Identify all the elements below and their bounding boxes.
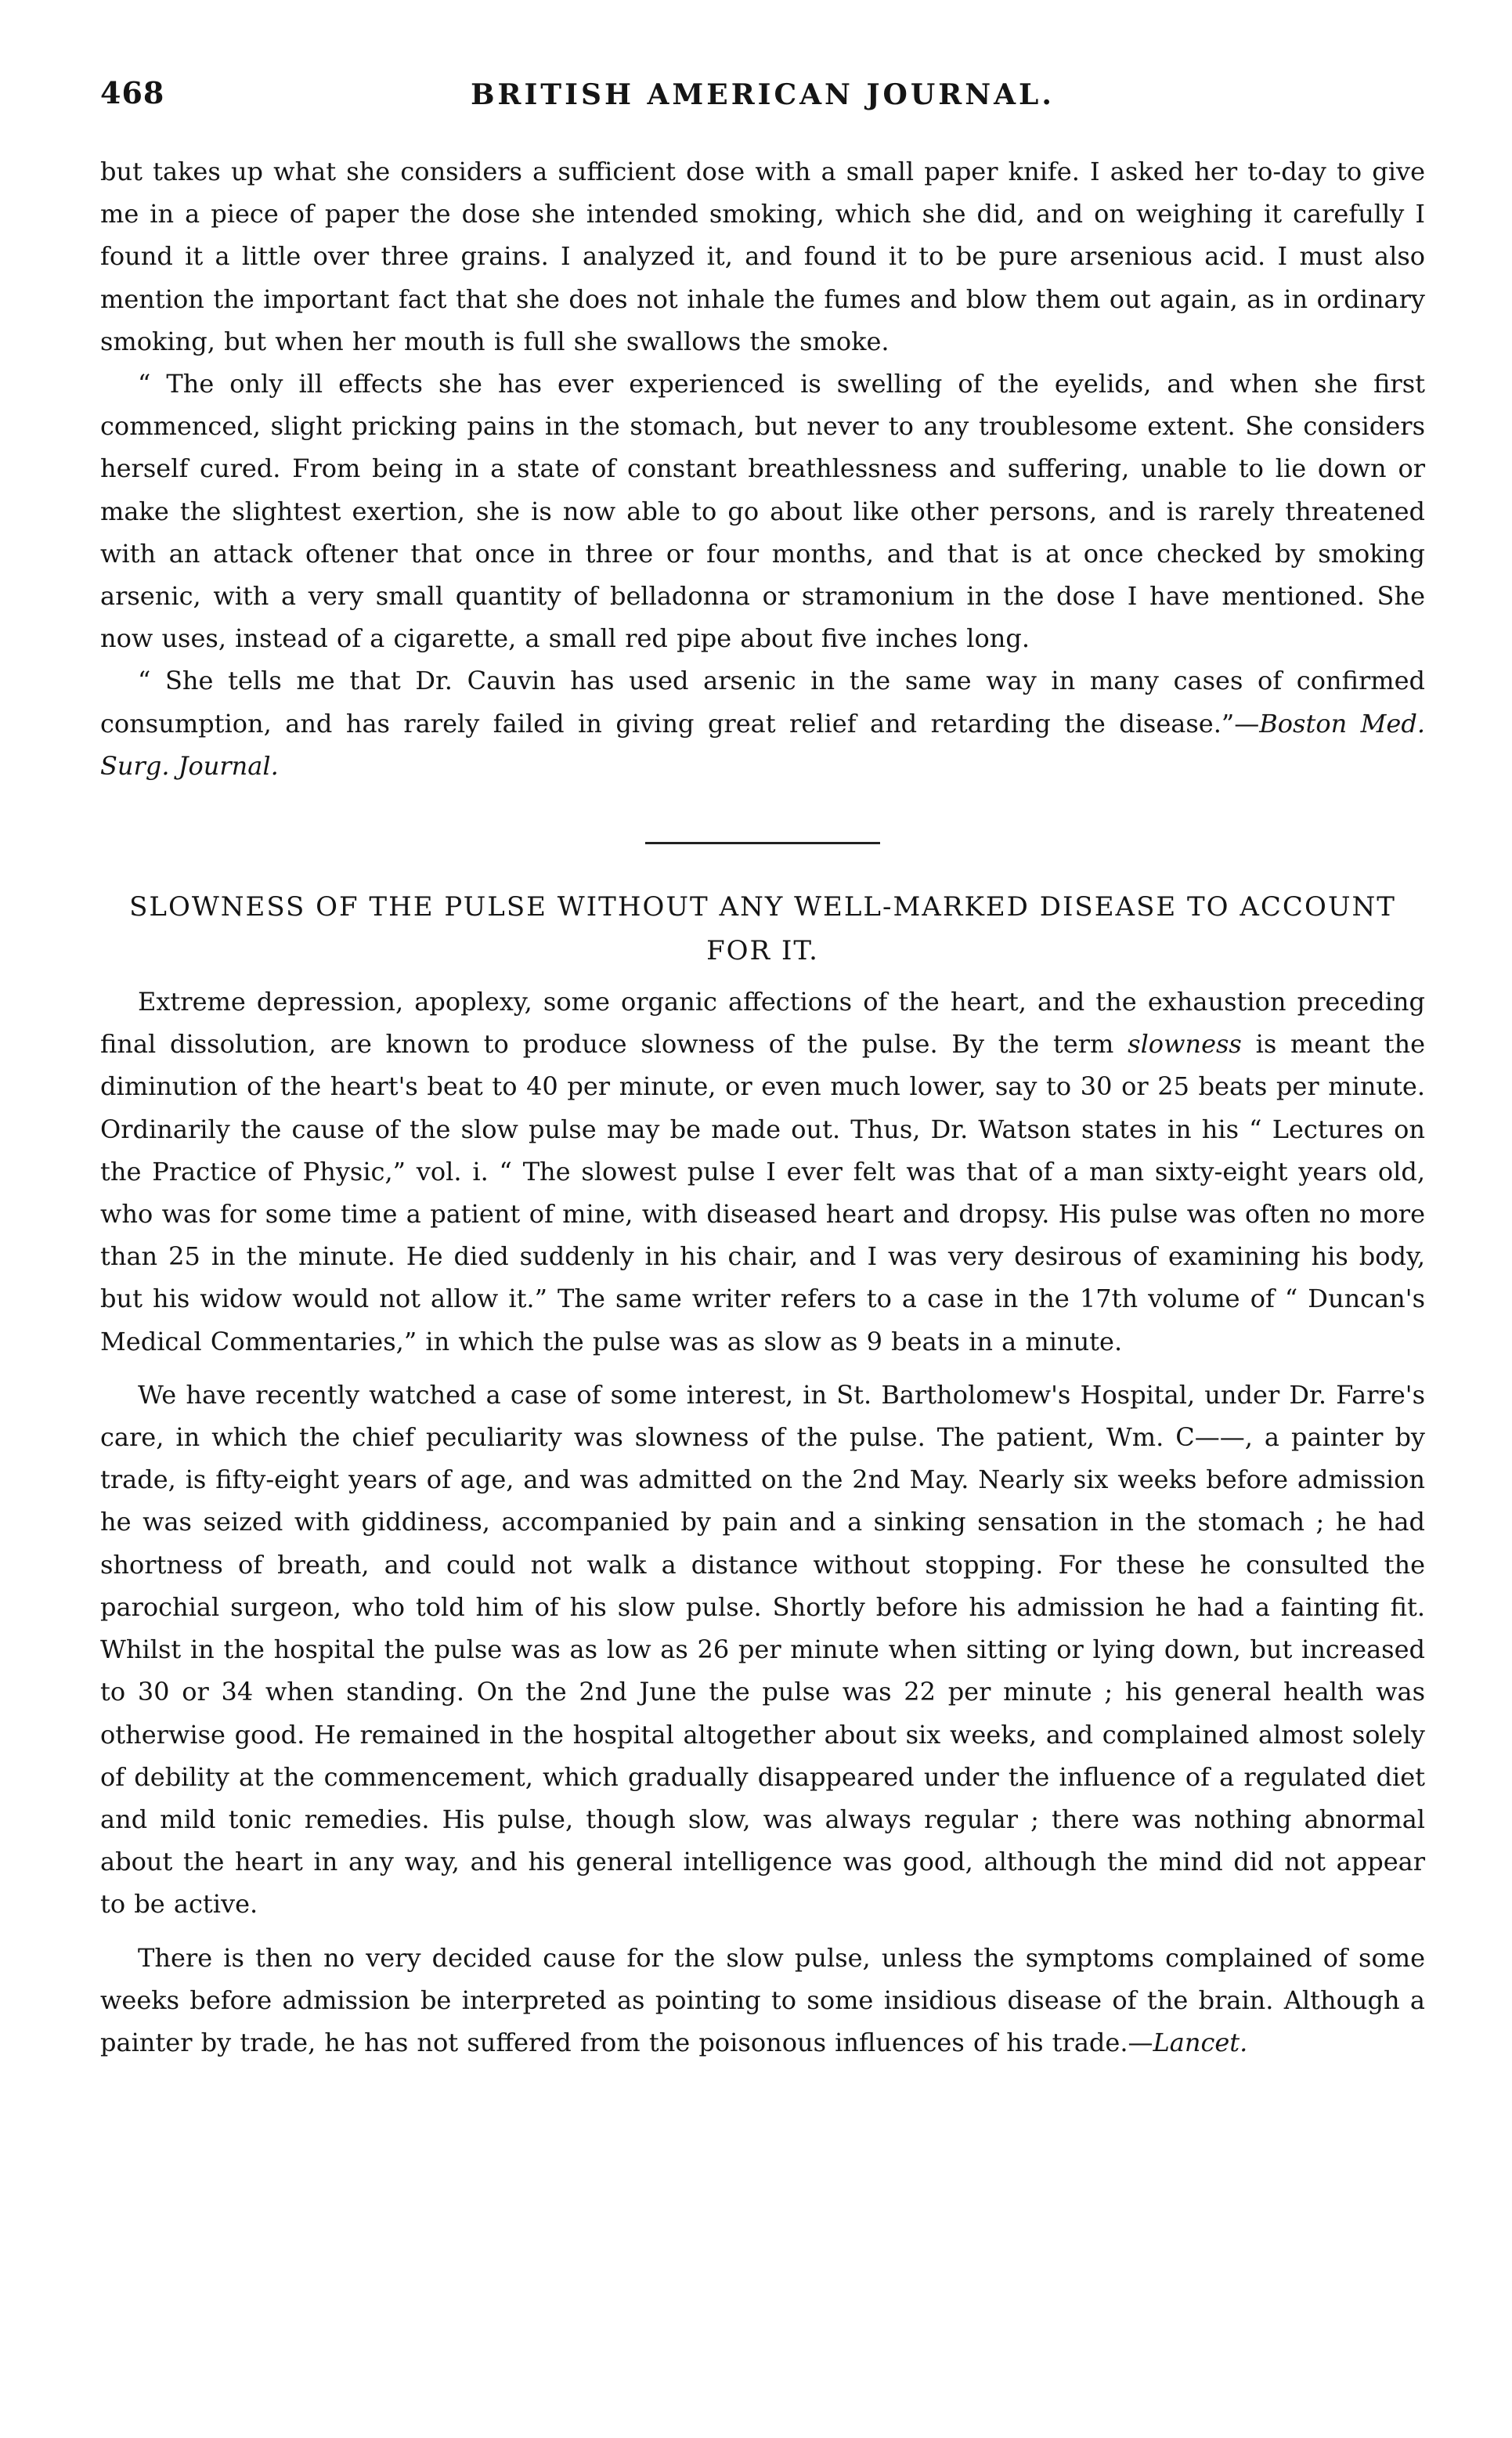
running-head	[100, 75, 1425, 122]
article-slow-pulse	[100, 885, 1425, 2064]
article2-paragraph-2: We have recently watched a case of some interest, in St. Bartholomew's Hospital, under Dr. Farre's care, in which the chief peculiarity was slowness of the pulse. The patient, Wm. C——, a painter by trade, is fifty-eight years of age, and was admitted on the 2nd May. Nearly six weeks before admission he was seized with giddiness, accompanied by pain and a sinking sensation in the stomach ; he had shortness of breath, and could not walk a distance without stopping. For these he consulted the parochial surgeon, who told him of his slow pulse. Shortly before his admission he had a fainting fit. Whilst in the hospital the pulse was as low as 26 per minute when sitting or lying down, but increased to 30 or 34 when standing. On the 2nd June the pulse was 22 per minute ; his general health was otherwise good. He remained in the hospital altogether about six weeks, and complained almost solely of debility at the commencement, which gradually disappeared under the influence of a regulated diet and mild tonic remedies. His pulse, though slow, was always regular ; there was nothing abnormal about the heart in any way, and his general intelligence was good, although the mind did not appear to be active.	[100, 1379, 1425, 1920]
article2-paragraph-3-text: There is then no very decided cause for the slow pulse, unless the symptoms complained of some weeks before admission be interpreted as pointing to some insidious disease of the brain. Although a painter by trade, he has not suffered from the poisonous influences of his trade.—	[100, 1942, 1425, 2057]
article2-title: SLOWNESS OF THE PULSE WITHOUT ANY WELL-MARKED DISEASE TO ACCOUNT FOR IT.	[129, 891, 1396, 967]
article2-paragraph-1-part-a: Extreme depression, apoplexy, some organic affections of the heart, and the exhaustion preceding final dissolution, are known to produce slowness of the pulse. By the term	[100, 987, 1425, 1060]
journal-page	[100, 75, 1425, 2064]
article2-paragraph-1	[100, 981, 1425, 1363]
section-divider	[645, 842, 880, 844]
article2-paragraph-3	[100, 1937, 1425, 2064]
article1-paragraph-3-text: “ She tells me that Dr. Cauvin has used arsenic in the same way in many cases of confirmed consumption, and has rarely failed in giving great relief and retarding the disease.”—	[100, 666, 1425, 739]
article1-paragraph-2: “ The only ill effects she has ever experienced is swelling of the eyelids, and when she first commenced, slight pricking pains in the stomach, but never to any troublesome extent. She considers herself cured. From being in a state of constant breathlessness and suffering, unable to lie down or make the slightest exertion, she is now able to go about like other persons, and is rarely threatened with an attack oftener that once in three or four months, and that is at once checked by smoking arsenic, with a very small quantity of belladonna or stramonium in the dose I have mentioned. She now uses, instead of a cigarette, a small red pipe about five inches long.	[100, 369, 1425, 654]
article1-paragraph-1: but takes up what she considers a sufficient dose with a small paper knife. I asked her to-day to give me in a piece of paper the dose she intended smoking, which she did, and on weighing it carefully I found it a little over three grains. I analyzed it, and found it to be pure arsenious acid. I must also mention the important fact that she does not inhale the fumes and blow them out again, as in ordinary smoking, but when her mouth is full she swallows the smoke.	[100, 157, 1425, 356]
article-arsenic-smoking	[100, 150, 1425, 787]
article2-source-citation: Lancet.	[1153, 2027, 1248, 2057]
article2-paragraph-1-part-b: is meant the diminution of the heart's beat to 40 per minute, or even much lower, say to 30 or 25 beats per minute. Ordinarily the cause of the slow pulse may be made out. Thus, Dr. Watson states in his “ Lectures on the Practice of Physic,” vol. i. “ The slowest pulse I ever felt was that of a man sixty-eight years old, who was for some time a patient of mine, with diseased heart and dropsy. His pulse was often no more than 25 in the minute. He died suddenly in his chair, and I was very desirous of examining his body, but his widow would not allow it.” The same writer refers to a case in the 17th volume of “ Duncan's Medical Commentaries,” in which the pulse was as slow as 9 beats in a minute.	[100, 1029, 1426, 1356]
article1-source-citation: Boston Med. Surg. Journal.	[100, 708, 1426, 781]
article1-paragraph-3	[100, 659, 1425, 787]
journal-title: BRITISH AMERICAN JOURNAL.	[471, 78, 1055, 111]
page-number: 468	[100, 75, 165, 110]
article2-term-slowness: slowness	[1128, 1029, 1242, 1060]
